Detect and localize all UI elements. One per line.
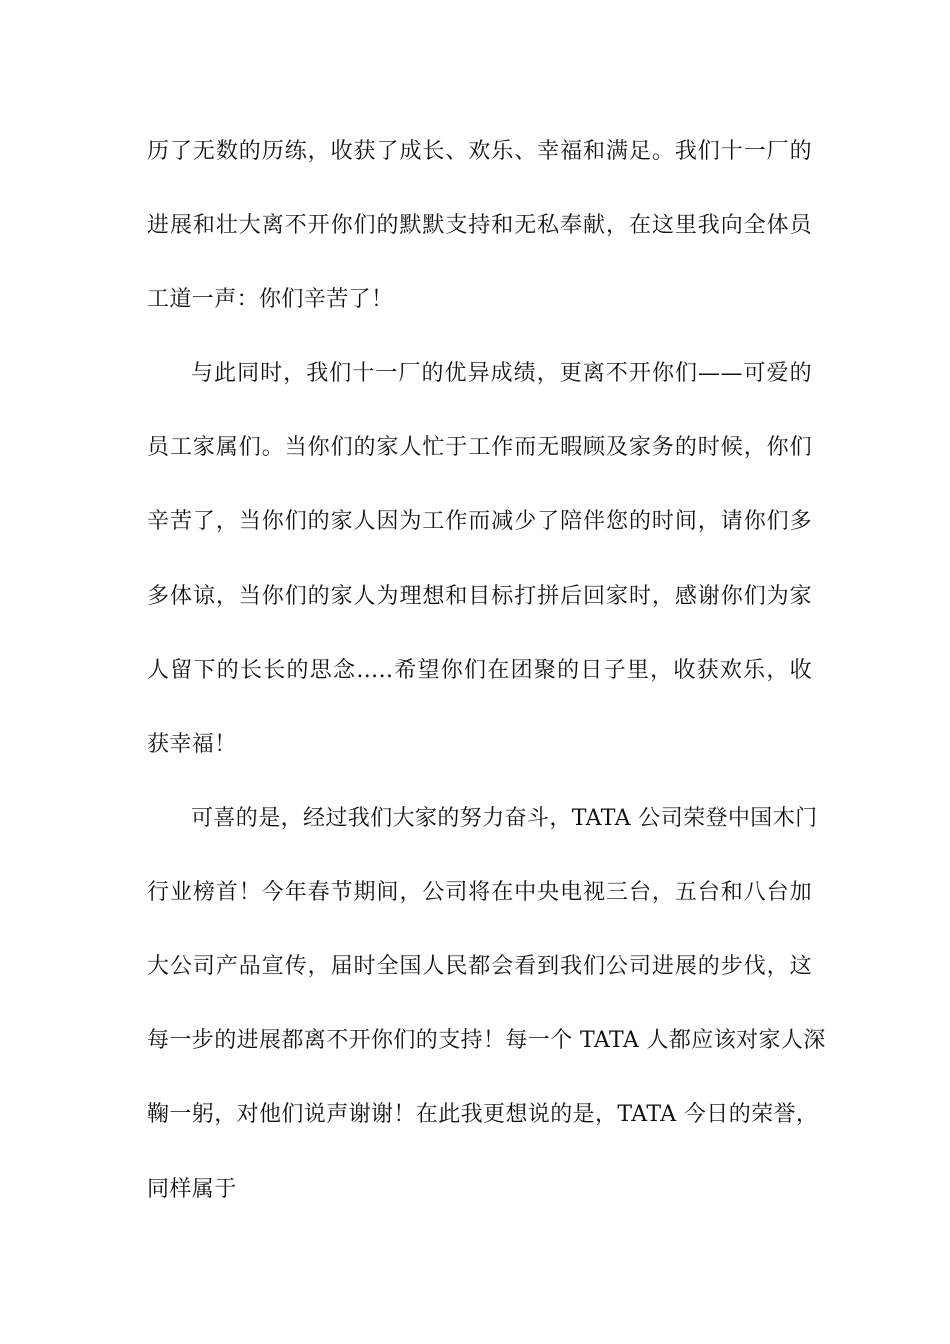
paragraph-3-line-6: 同样属于 [147,1177,237,1202]
paragraph-3-line-1: 可喜的是，经过我们大家的努力奋斗，TATA 公司荣登中国木门 [191,806,818,831]
paragraph-3-line-2: 行业榜首！今年春节期间，公司将在中央电视三台，五台和八台加 [147,880,812,905]
paragraph-2-line-1: 与此同时，我们十一厂的优异成绩，更离不开你们——可爱的 [191,361,812,386]
paragraph-2-line-3: 辛苦了，当你们的家人因为工作而减少了陪伴您的时间，请你们多 [147,509,812,534]
paragraph-3-line-3: 大公司产品宣传，届时全国人民都会看到我们公司进展的步伐，这 [147,954,812,979]
paragraph-1-line-3: 工道一声：你们辛苦了！ [147,287,394,312]
paragraph-1-line-1: 历了无数的历练，收获了成长、欢乐、幸福和满足。我们十一厂的 [147,139,812,164]
paragraph-2-line-2: 员工家属们。当你们的家人忙于工作而无暇顾及家务的时候，你们 [147,435,812,460]
paragraph-2-line-4: 多体谅，当你们的家人为理想和目标打拼后回家时，感谢你们为家 [147,584,812,609]
paragraph-2-line-5: 人留下的长长的思念…..希望你们在团聚的日子里，收获欢乐，收 [147,658,812,683]
paragraph-1-line-2: 进展和壮大离不开你们的默默支持和无私奉献，在这里我向全体员 [147,213,812,238]
paragraph-3-line-4: 每一步的进展都离不开你们的支持！每一个 TATA 人都应该对家人深 [147,1028,826,1053]
paragraph-3-line-5: 鞠一躬，对他们说声谢谢！在此我更想说的是，TATA 今日的荣誉， [147,1102,819,1127]
paragraph-2-line-6: 获幸福！ [147,732,237,757]
